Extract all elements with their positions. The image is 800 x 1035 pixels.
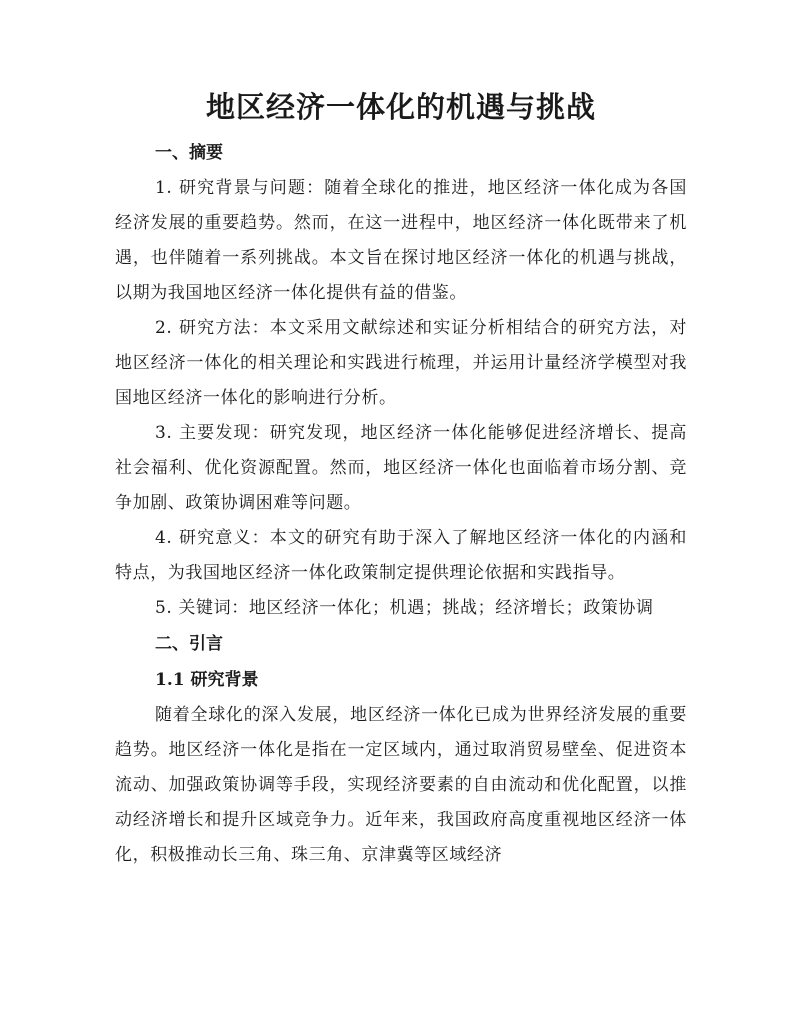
research-background-paragraph: 随着全球化的深入发展，地区经济一体化已成为世界经济发展的重要趋势。地区经济一体化是指在一定区域内，通过取消贸易壁垒、促进资本流动、加强政策协调等手段，实现经济要素的自由流动和优化配置，以推动经济增长和提升区域竞争力。近年来，我国政府高度重视地区经济一体化，积极推动长三角、珠三角、京津冀等区域经济 — [115, 705, 687, 865]
abstract-item-significance: 4. 研究意义：本文的研究有助于深入了解地区经济一体化的内涵和特点，为我国地区经济一体化政策制定提供理论依据和实践指导。 — [115, 528, 687, 583]
abstract-item-method: 2. 研究方法：本文采用文献综述和实证分析相结合的研究方法，对地区经济一体化的相关理论和实践进行梳理，并运用计量经济学模型对我国地区经济一体化的影响进行分析。 — [115, 318, 687, 408]
document-title: 地区经济一体化的机遇与挑战 — [205, 90, 596, 124]
research-background-subheading: 1.1 研究背景 — [155, 670, 259, 690]
introduction-section — [115, 626, 687, 873]
abstract-item-background: 1. 研究背景与问题：随着全球化的推进，地区经济一体化成为各国经济发展的重要趋势。然而，在这一进程中，地区经济一体化既带来了机遇，也伴随着一系列挑战。本文旨在探讨地区经济一体化的机遇与挑战，以期为我国地区经济一体化提供有益的借鉴。 — [115, 178, 687, 303]
abstract-section — [115, 135, 687, 626]
abstract-item-findings: 3. 主要发现：研究发现，地区经济一体化能够促进经济增长、提高社会福利、优化资源配置。然而，地区经济一体化也面临着市场分割、竞争加剧、政策协调困难等问题。 — [115, 423, 687, 513]
abstract-heading: 一、摘要 — [155, 143, 223, 163]
document-page — [115, 85, 687, 873]
introduction-heading: 二、引言 — [155, 634, 223, 654]
abstract-item-keywords: 5. 关键词：地区经济一体化；机遇；挑战；经济增长；政策协调 — [155, 598, 654, 618]
